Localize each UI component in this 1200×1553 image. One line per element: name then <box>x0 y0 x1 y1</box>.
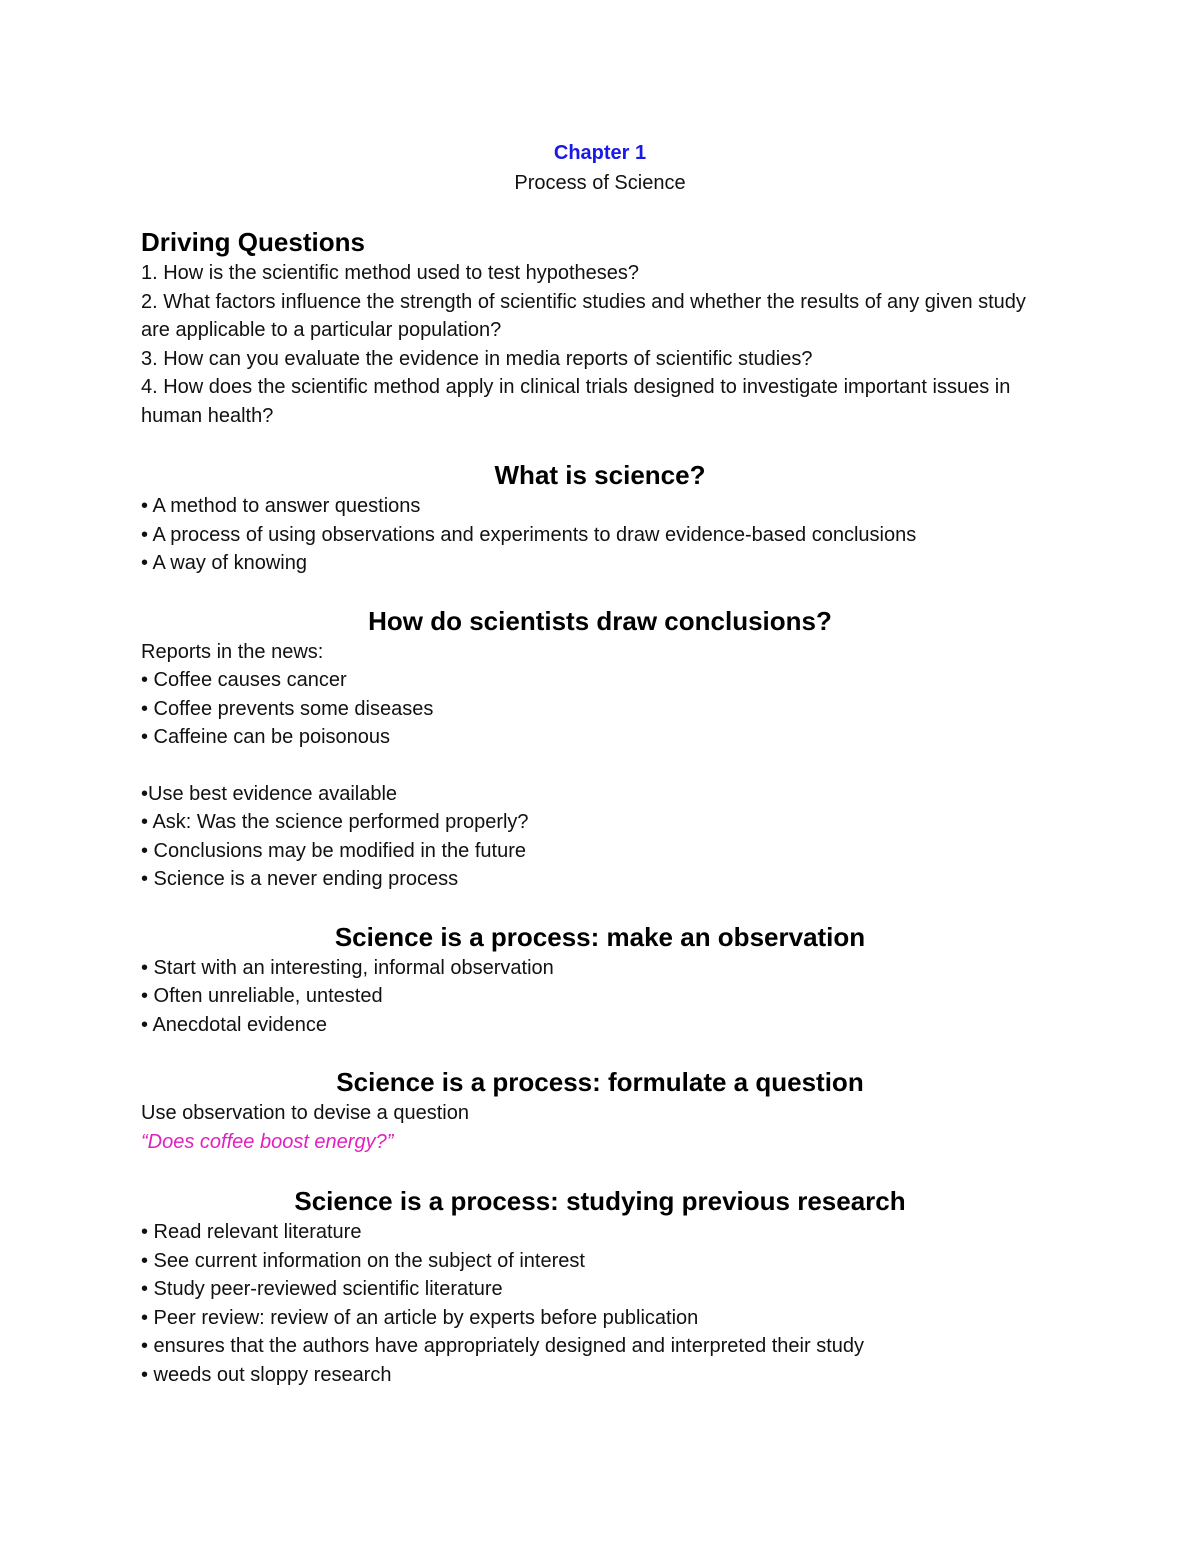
section-heading-question: Science is a process: formulate a question <box>336 1067 864 1097</box>
list-item: • Start with an interesting, informal observation <box>141 956 554 979</box>
list-item: • A method to answer questions <box>141 495 421 517</box>
list-item: • Read relevant literature <box>141 1221 362 1243</box>
section-heading-what-is-science: What is science? <box>494 460 706 490</box>
section-heading-observation: Science is a process: make an observation <box>334 921 866 952</box>
list-item: • Peer review: review of an article by experts before publication <box>141 1306 699 1329</box>
list-item: • See current information on the subject of interest <box>141 1249 585 1272</box>
list-item: 2. What factors influence the strength of scientific studies and whether the results of any given study are applicable to a particular population? <box>141 290 1026 341</box>
list-item: • A process of using observations and experiments to draw evidence-based conclusions <box>141 523 917 546</box>
list-item: • Coffee prevents some diseases <box>141 697 434 720</box>
spacer <box>141 894 1059 920</box>
list-item: • Anecdotal evidence <box>141 1013 328 1036</box>
list-item: • weeds out sloppy research <box>141 1363 392 1386</box>
list-item: • Ask: Was the science performed properly? <box>141 811 529 833</box>
list-item: 4. How does the scientific method apply in clinical trials designed to investigate important issues in human health? <box>141 376 1011 427</box>
document-page <box>141 138 1059 1389</box>
list-item: • Study peer-reviewed scientific literature <box>141 1278 503 1300</box>
list-item: • A way of knowing <box>141 552 307 574</box>
spacer <box>141 578 1059 604</box>
paragraph: Reports in the news: <box>141 640 324 663</box>
spacer <box>141 198 1059 225</box>
list-item: • Coffee causes cancer <box>141 669 347 691</box>
list-item: 1. How is the scientific method used to test hypotheses? <box>141 262 640 284</box>
section-heading-conclusions: How do scientists draw conclusions? <box>368 605 832 636</box>
list-item: • Conclusions may be modified in the future <box>141 839 526 862</box>
spacer <box>141 1039 1059 1065</box>
section-heading-research: Science is a process: studying previous research <box>294 1186 906 1216</box>
list-item: • Often unreliable, untested <box>141 985 383 1007</box>
spacer <box>141 430 1059 458</box>
spacer <box>141 752 1059 780</box>
list-item: • Caffeine can be poisonous <box>141 726 391 748</box>
paragraph: Use observation to devise a question <box>141 1102 469 1124</box>
chapter-subtitle: Process of Science <box>514 172 686 194</box>
section-heading-driving-questions: Driving Questions <box>141 227 365 257</box>
example-question: “Does coffee boost energy?” <box>141 1130 394 1153</box>
chapter-title: Chapter 1 <box>553 142 647 164</box>
list-item: • Science is a never ending process <box>141 868 459 890</box>
list-item: •Use best evidence available <box>141 782 398 805</box>
spacer <box>141 1156 1059 1184</box>
list-item: • ensures that the authors have appropriately designed and interpreted their study <box>141 1335 865 1357</box>
list-item: 3. How can you evaluate the evidence in media reports of scientific studies? <box>141 347 813 370</box>
